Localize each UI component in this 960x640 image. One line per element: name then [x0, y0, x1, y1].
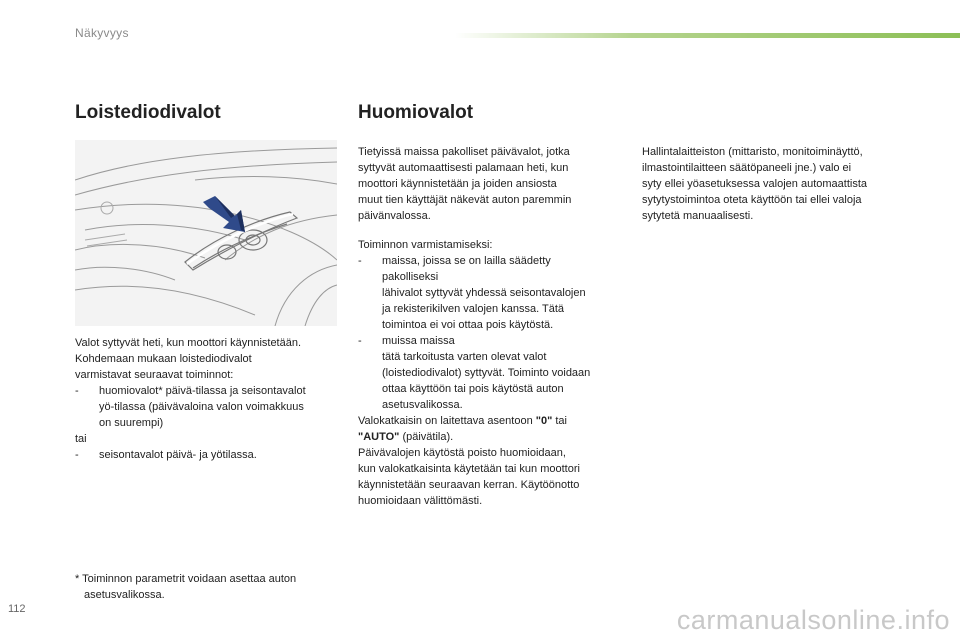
c2-line: ottaa käyttöön tai pois käytöstä auton	[382, 383, 564, 395]
left-item2-text: seisontavalot päivä- ja yötilassa.	[99, 449, 257, 461]
c2-line: asetusvalikossa.	[382, 399, 463, 411]
left-intro-2: Kohdemaan mukaan loistediodivalot	[75, 353, 252, 365]
headlight-illustration	[75, 140, 337, 326]
footnote-line1: * Toiminnon parametrit voidaan asettaa auton	[75, 573, 297, 585]
switch-text-e: (päivätila).	[399, 431, 454, 443]
left-item1-line1: huomiovalot* päivä-tilassa ja seisontavalot	[99, 385, 306, 397]
left-intro-1: Valot syttyvät heti, kun moottori käynnistetään.	[75, 337, 302, 349]
mid-p3-line: Päivävalojen käytöstä poisto huomioidaan,	[358, 447, 566, 459]
switch-value-0: "0"	[535, 415, 553, 427]
mid-p3-line: käynnistetään seuraavan kerran. Käytöönotto	[358, 479, 580, 491]
watermark: carmanualsonline.info	[676, 605, 950, 635]
right-line: Hallintalaitteiston (mittaristo, monitoiminäyttö,	[642, 146, 863, 158]
left-list-item-2: - seisontavalot päivä- ja yötilassa.	[75, 447, 337, 463]
c1-line: toimintoa ei voi ottaa pois käytöstä.	[382, 319, 554, 331]
c2-line: (loistediodivalot) syttyvät. Toiminto voidaan	[382, 367, 591, 379]
footnote-line2: asetusvalikossa.	[84, 589, 165, 601]
check-intro: Toiminnon varmistamiseksi:	[358, 239, 493, 251]
check-item-1: - maissa, joissa se on lailla säädetty pakolliseksi lähivalot syttyvät yhdessä seisontavalojen ja rekisterikilven valojen kanssa. Tätä toimintoa ei voi ottaa pois käytöstä.	[358, 253, 628, 333]
middle-check-section	[358, 237, 628, 509]
huomiovalot-title: Huomiovalot	[358, 102, 474, 123]
right-line: ilmastointilaitteen säätöpaneeli jne.) valo ei	[642, 162, 852, 174]
mid-p3-line: kun valokatkaisinta käytetään tai kun moottori	[358, 463, 580, 475]
middle-body	[358, 144, 628, 224]
left-tai: tai	[75, 433, 87, 445]
c1-line: ja rekisterikilven valojen kanssa. Tätä	[382, 303, 564, 315]
mid-p1-line: syttyvät automaattisesti palamaan heti, kun	[358, 162, 569, 174]
left-item1-line2: yö-tilassa (päivävaloina valon voimakkuus	[99, 401, 304, 413]
header-accent-bar	[455, 33, 960, 38]
switch-instruction	[358, 413, 628, 429]
middle-paragraph-1	[358, 144, 628, 224]
page-number: 112	[8, 603, 26, 615]
mid-p1-line: moottori käynnistetään ja joiden ansiosta	[358, 178, 557, 190]
left-list-item-1: - huomiovalot* päivä-tilassa ja seisontavalot yö-tilassa (päivävaloina valon voimakkuus on suurempi)	[75, 383, 337, 431]
left-intro-3: varmistavat seuraavat toiminnot:	[75, 369, 234, 381]
right-line: sytytystoimintoa oteta käyttöön tai ellei valoja	[642, 194, 862, 206]
c1-line: maissa, joissa se on lailla säädetty	[382, 255, 551, 267]
right-line: syty ellei yöasetuksessa valojen automaattista	[642, 178, 868, 190]
switch-text-a: Valokatkaisin on laitettava asentoon	[358, 415, 536, 427]
right-line: sytytetä manuaalisesti.	[642, 210, 754, 222]
loistediodivalot-title: Loistediodivalot	[75, 102, 221, 123]
left-item1-line3: on suurempi)	[99, 417, 164, 429]
switch-text-c: tai	[552, 415, 567, 427]
mid-p1-line: Tietyissä maissa pakolliset päivävalot, jotka	[358, 146, 570, 158]
mid-p1-line: muut tien käyttäjät näkevät auton paremmin	[358, 194, 572, 206]
section-label: Näkyvyys	[75, 26, 129, 40]
c2-line: muissa maissa	[382, 335, 455, 347]
c1-line: lähivalot syttyvät yhdessä seisontavalojen	[382, 287, 586, 299]
c1-line: pakolliseksi	[382, 271, 439, 283]
switch-instruction-2	[358, 429, 628, 445]
right-body	[642, 144, 922, 224]
c2-line: tätä tarkoitusta varten olevat valot	[382, 351, 547, 363]
footnote	[75, 571, 337, 603]
left-body	[75, 335, 337, 463]
check-item-2: - muissa maissa tätä tarkoitusta varten olevat valot (loistediodivalot) syttyvät. Toiminto voidaan ottaa käyttöön tai pois käytöstä auton asetusvalikossa.	[358, 333, 628, 413]
mid-p3-line: huomioidaan välittömästi.	[358, 495, 483, 507]
mid-p1-line: päivänvalossa.	[358, 210, 431, 222]
switch-value-auto: "AUTO"	[358, 431, 400, 443]
